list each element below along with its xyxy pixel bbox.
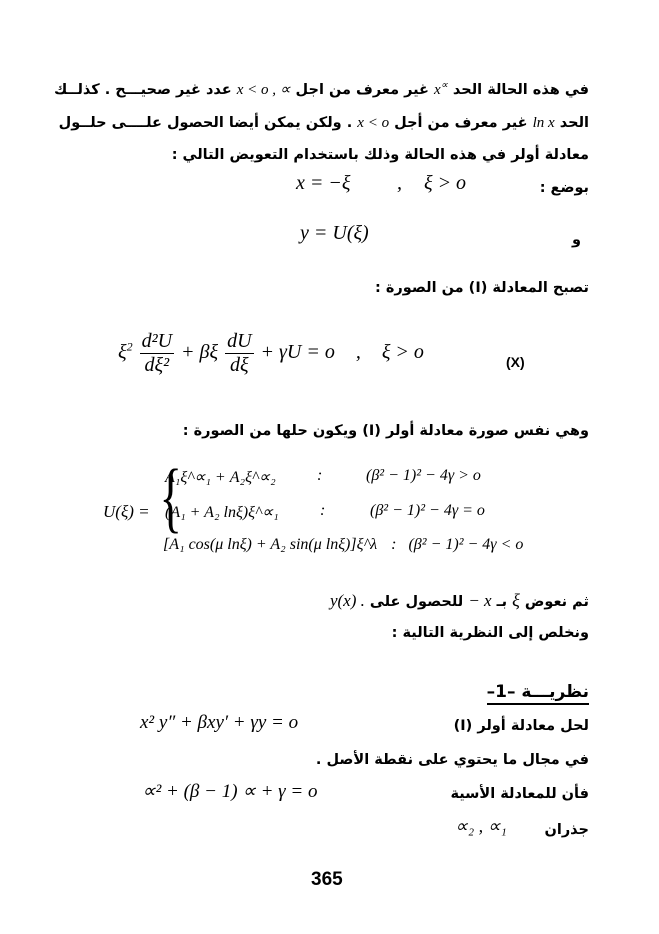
- case-row-1: [165, 467, 276, 487]
- term: + βξ: [181, 341, 219, 364]
- case-row-3: [163, 536, 523, 554]
- theorem-title-text: نظريـــة –1–: [487, 682, 589, 705]
- text: بـ: [496, 594, 508, 610]
- math-lnx: ln x: [532, 115, 555, 131]
- para1-line3: معادلة أولر في هذه الحالة وذلك باستخدام التعويض التالي :: [171, 147, 589, 163]
- text: غير معرف من اجل: [295, 82, 429, 98]
- frac-den: dξ²: [144, 354, 170, 376]
- case-expr: [A₁ cos(μ lnξ) + A₂ sin(μ lnξ)]ξ^λ: [163, 536, 378, 553]
- frac-du: [225, 330, 253, 377]
- left-brace-icon: {: [159, 453, 182, 540]
- case-colon: :: [391, 536, 397, 553]
- math-negx: − x: [468, 591, 492, 610]
- text: غير معرف من أجل: [394, 115, 528, 131]
- text: للحصول على: [369, 594, 464, 610]
- frac-den: dξ: [230, 354, 249, 376]
- equation-label: (X): [506, 354, 525, 370]
- para1-line1: [54, 80, 589, 99]
- term: + γU = o: [260, 341, 335, 364]
- subst-and: و: [571, 232, 581, 248]
- cases-lhs: U(ξ) =: [103, 502, 150, 521]
- math-cond: x < o: [357, 115, 390, 131]
- case-colon: :: [320, 502, 326, 519]
- frac-d2u: [140, 330, 174, 377]
- subst-eq3: y = U(ξ): [300, 222, 369, 244]
- theorem-line1-text: لحل معادلة أولر (I): [453, 718, 589, 734]
- theorem-line4-eq: ∝₂ , ∝₁: [455, 816, 507, 836]
- subst-eq2: ξ > o: [424, 172, 467, 194]
- theorem-line2: في مجال ما يحتوي على نقطة الأصل .: [315, 752, 589, 768]
- case-row-2: [165, 502, 279, 522]
- case-cond: (β² − 1)² − 4γ < o: [408, 536, 524, 553]
- equation-x: [118, 330, 424, 377]
- subst-sep: ,: [397, 172, 402, 194]
- math-yx: y(x) .: [329, 591, 365, 610]
- theorem-line3-eq: ∝² + (β − 1) ∝ + γ = o: [142, 781, 318, 802]
- case-cond: (β² − 1)² − 4γ > o: [366, 467, 481, 484]
- theorem-line1-eq: x² y″ + βxy′ + γy = o: [140, 712, 299, 733]
- math-xi: ξ: [512, 590, 520, 610]
- theorem-line4-text: جذران: [544, 822, 589, 838]
- theorem-title: [487, 682, 589, 702]
- math-x: x∝: [434, 80, 448, 98]
- case-colon: :: [317, 467, 323, 484]
- case-expr: A₁ξ^∝₁ + A₂ξ^∝₂: [165, 469, 276, 486]
- para1-line2: [59, 115, 589, 132]
- text: الحد: [559, 115, 589, 131]
- frac-num: d²U: [141, 330, 173, 352]
- subst-eq1: x = −ξ: [296, 172, 351, 194]
- xi: ξ: [118, 341, 127, 364]
- sup: 2: [126, 339, 133, 354]
- conclude-text: ونخلص إلى النظرية التالية :: [391, 625, 589, 641]
- case-expr: (A₁ + A₂ lnξ)ξ^∝₁: [165, 504, 279, 521]
- text: في هذه الحالة الحد: [452, 82, 589, 98]
- text: عدد غير صحيـــح . كذلــك: [54, 82, 232, 98]
- text: ثم نعوض: [524, 594, 589, 610]
- then-line: [330, 590, 589, 611]
- text: . ولكن يمكن أيضا الحصول علــــى حلــول: [58, 115, 353, 131]
- case-cond: (β² − 1)² − 4γ = o: [370, 502, 485, 519]
- cond: ξ > o: [381, 341, 424, 364]
- para2-text: وهي نفس صورة معادلة أولر (I) ويكون حلها من الصورة :: [182, 423, 589, 439]
- comma: ,: [355, 341, 361, 364]
- math-cond: x < o , ∝: [236, 82, 291, 98]
- subst-label: بوضع :: [539, 180, 589, 196]
- frac-num: dU: [227, 330, 252, 352]
- becomes-text: تصبح المعادلة (I) من الصورة :: [375, 280, 589, 296]
- page-number: 365: [311, 869, 343, 890]
- theorem-line3-text: فأن للمعادلة الأسية: [450, 786, 589, 802]
